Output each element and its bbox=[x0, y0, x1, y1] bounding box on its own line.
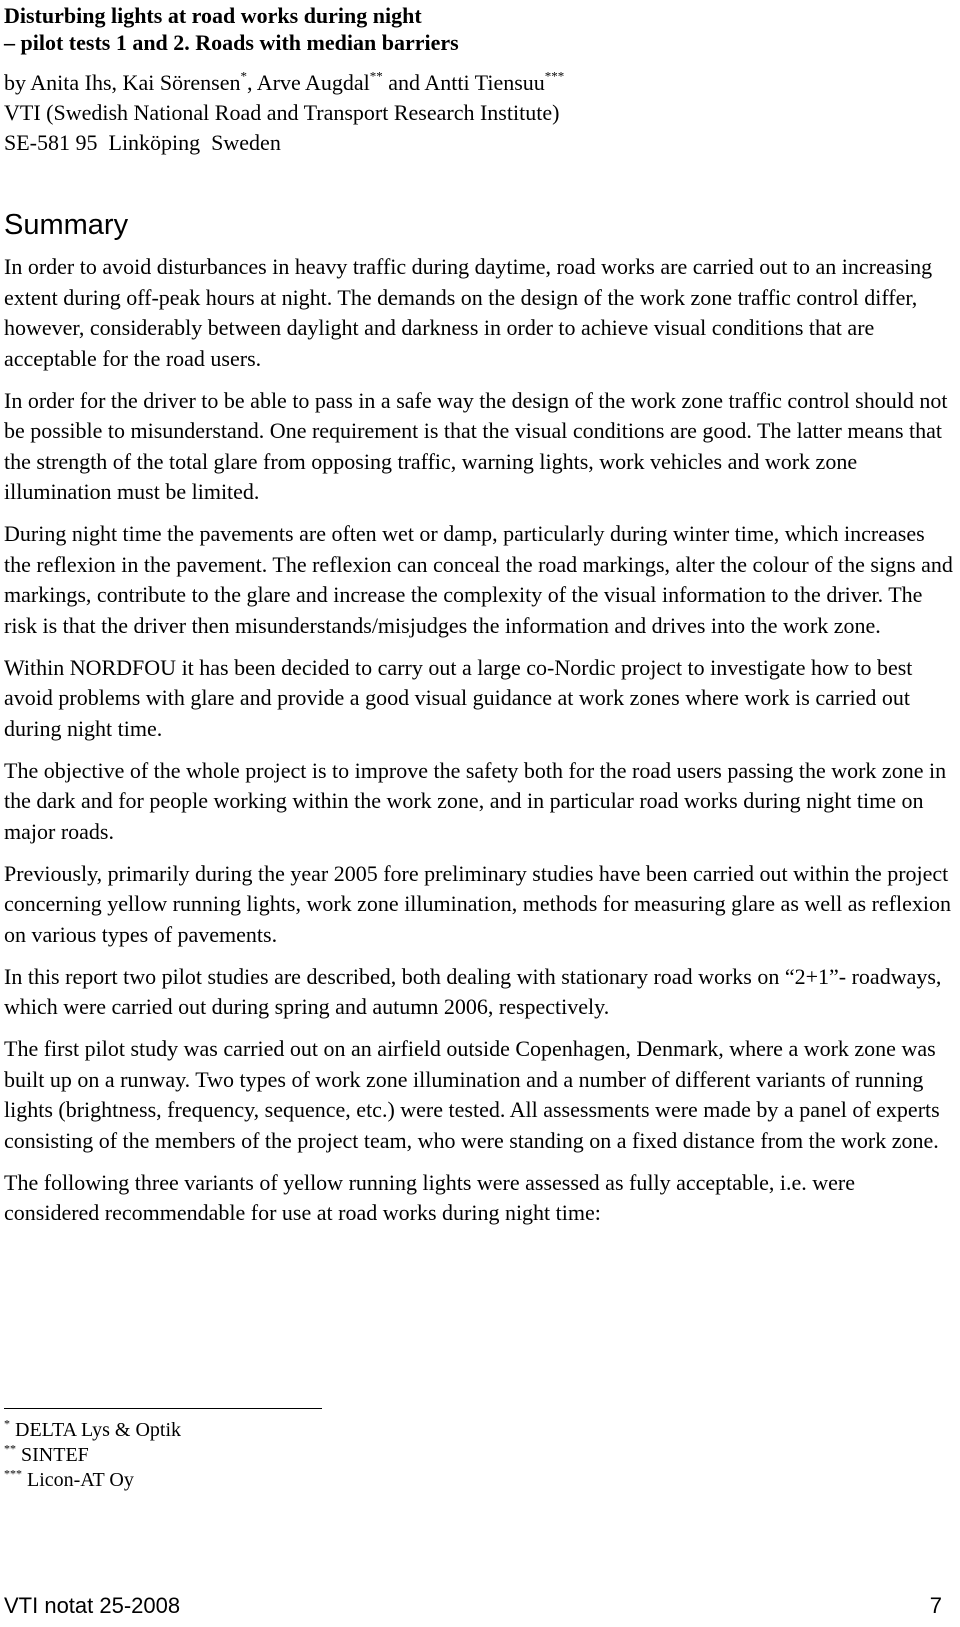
authors-line bbox=[4, 68, 564, 98]
address-line: SE-581 95 Linköping Sweden bbox=[4, 130, 281, 155]
footnote-marker-1: * bbox=[240, 68, 247, 84]
footnote-text: SINTEF bbox=[16, 1444, 89, 1466]
summary-heading: Summary bbox=[4, 209, 129, 241]
author-block bbox=[4, 68, 564, 158]
authors-separator-2: and Antti Tiensuu bbox=[382, 70, 545, 95]
footnote-marker-3: *** bbox=[544, 68, 565, 84]
footnote-mark: *** bbox=[4, 1466, 22, 1481]
summary-paragraph: In order to avoid disturbances in heavy traffic during daytime, road works are carried out to an increasing extent during off-peak hours at night. The demands on the design of the work zone traffic control differ, however, considerably between daylight and darkness in order to achieve visual conditions that are acceptable for the road users. bbox=[4, 254, 933, 371]
authors-prefix: by Anita Ihs, Kai Sörensen bbox=[4, 70, 241, 95]
footnote-item bbox=[4, 1443, 181, 1468]
summary-body bbox=[4, 252, 954, 1240]
footnote-text: DELTA Lys & Optik bbox=[10, 1419, 182, 1441]
summary-paragraph: During night time the pavements are often wet or damp, particularly during winter time, which increases the reflexion in the pavement. The reflexion can conceal the road markings, alter the colour of the signs and markings, contribute to the glare and increase the complexity of the visual information to the driver. The risk is that the driver then misunderstands/misjudges the information and drives into the work zone. bbox=[4, 521, 953, 638]
footer-page-number: 7 bbox=[929, 1593, 942, 1618]
summary-paragraph: In order for the driver to be able to pass in a safe way the design of the work zone traffic control should not be possible to misunderstand. One requirement is that the visual conditions are good. The latter means that the strength of the total glare from opposing traffic, warning lights, work vehicles and work zone illumination must be limited. bbox=[4, 387, 948, 504]
footnote-item bbox=[4, 1468, 181, 1493]
summary-paragraph: The first pilot study was carried out on an airfield outside Copenhagen, Denmark, where a work zone was built up on a runway. Two types of work zone illumination and a number of different variants of running lights (brightness, frequency, sequence, etc.) were tested. All assessments were made by a panel of experts consisting of the members of the project team, who were standing on a fixed distance from the work zone. bbox=[4, 1036, 940, 1153]
summary-paragraph: The following three variants of yellow running lights were assessed as fully acceptable, i.e. were considered recommendable for use at road works during night time: bbox=[4, 1169, 855, 1225]
title-line-2: – pilot tests 1 and 2. Roads with median barriers bbox=[4, 30, 459, 55]
footnote-text: Licon-AT Oy bbox=[22, 1469, 134, 1491]
footnote-divider bbox=[4, 1408, 322, 1409]
footnote-mark: ** bbox=[4, 1441, 16, 1456]
summary-paragraph: The objective of the whole project is to improve the safety both for the road users passing the work zone in the dark and for people working within the work zone, and in particular road works during night time on major roads. bbox=[4, 757, 947, 844]
footnotes bbox=[4, 1418, 181, 1493]
summary-paragraph: Previously, primarily during the year 2005 fore preliminary studies have been carried out within the project concerning yellow running lights, work zone illumination, methods for measuring glare as well as reflexion on various types of pavements. bbox=[4, 860, 951, 947]
footnote-mark: * bbox=[4, 1416, 10, 1431]
footnote-item bbox=[4, 1418, 181, 1443]
footnote-marker-2: ** bbox=[369, 68, 383, 84]
summary-paragraph: In this report two pilot studies are described, both dealing with stationary road works on “2+1”- roadways, which were carried out during spring and autumn 2006, respectively. bbox=[4, 963, 942, 1019]
document-title bbox=[4, 2, 459, 56]
authors-separator-1: , Arve Augdal bbox=[246, 70, 370, 95]
title-line-1: Disturbing lights at road works during night bbox=[4, 3, 422, 28]
institute-line: VTI (Swedish National Road and Transport Research Institute) bbox=[4, 100, 560, 125]
footer-report-id: VTI notat 25-2008 bbox=[4, 1593, 181, 1618]
summary-paragraph: Within NORDFOU it has been decided to carry out a large co-Nordic project to investigate how to best avoid problems with glare and provide a good visual guidance at work zones where work is carried out during night time. bbox=[4, 654, 913, 741]
